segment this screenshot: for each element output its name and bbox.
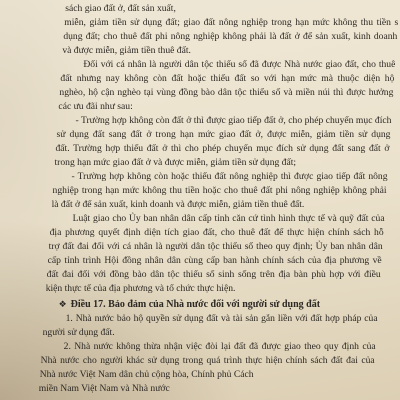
text-line: - Trường hợp không còn hoặc thiếu đất nông nghiệp thì được giao tiếp đất nông [71, 171, 388, 182]
text-line: nghiệp trong hạn mức không thu tiền hoặc cho thuê đất phi nông nghiệp không phải [52, 185, 387, 196]
text-line: Luật giao cho Ủy ban nhân dân cấp tỉnh căn cứ tình hình thực tế và quỹ đất của [72, 213, 385, 224]
text-line: 2. Nhà nước không thừa nhận việc đòi lại đất đã được giao theo quy định của [63, 341, 376, 352]
text-line: Nhà nước Việt Nam dân chủ cộng hòa, Chính phủ Cách [39, 369, 254, 380]
article-heading-text: Điều 17. Bảo đảm của Nhà nước đối với người sử dụng đất [70, 299, 321, 310]
text-line: trợ đất đai đối với cá nhân là người dân tộc thiểu số theo quy định; Ủy ban nhân dân [48, 241, 383, 252]
text-line: miền Nam Việt Nam và Nhà nước [38, 383, 170, 394]
text-line: đất. Trường hợp thiếu đất ở thì cho phép chuyển mục đích sử dụng đất sang đất ở [55, 143, 390, 154]
text-line: cấp tỉnh trình Hội đồng nhân dân cùng cấp ban hành chính sách của địa phương về [47, 255, 382, 266]
text-line: địa phương quyết định diện tích giao đất, cho thuê đất để thực hiện chính sách hỗ [49, 227, 384, 238]
text-line: sách giao đất ở, đất sản xuất, [65, 3, 176, 14]
text-line: miễn, giảm tiền sử dụng đất; giao đất nông nghiệp trong hạn mức không thu tiền s [64, 17, 399, 28]
text-line: kiện thực tế của địa phương và tổ chức thực hiện. [45, 283, 236, 294]
text-line: và được miễn, giảm tiền thuê đất. [62, 45, 191, 56]
text-line: 1. Nhà nước bảo hộ quyền sử dụng đất và tài sản gắn liền với đất hợp pháp của [65, 313, 378, 324]
text-line: Nhà nước cho người khác sử dụng trong quá trình thực hiện chính sách đất đai của [40, 355, 375, 366]
text-line: đất đai đối với đồng bào dân tộc thiểu số sinh sống trên địa bàn phù hợp với điều [46, 269, 381, 280]
text-line: Đối với cá nhân là người dân tộc thiểu số đã được Nhà nước giao đất, cho thuê [83, 59, 396, 70]
paragraph-ethnic-minority-policy [58, 58, 396, 114]
clause-1 [42, 312, 378, 340]
paragraph-continuation [62, 2, 400, 58]
article-17-heading [45, 298, 379, 312]
bullet-agricultural-land [51, 170, 388, 212]
text-line: nghèo, hộ cận nghèo tại vùng đồng bào dân tộc thiểu số và miền núi thì được hưởng [59, 87, 394, 98]
text-line: đất nhưng nay không còn đất hoặc thiếu đất so với hạn mức mà thuộc diện hộ [60, 73, 395, 84]
page-text-block [38, 2, 400, 396]
text-line: trong hạn mức giao đất ở và được miễn, giảm tiền sử dụng đất; [54, 157, 297, 168]
clause-2 [38, 340, 376, 396]
paragraph-provincial-committee [45, 212, 385, 296]
text-line: là đất ở để sản xuất, kinh doanh và được miễn, giảm tiền thuê đất. [51, 199, 305, 210]
bullet-residential-land [54, 114, 392, 170]
text-line: các ưu đãi như sau: [58, 101, 133, 112]
text-line: sử dụng đất sang đất ở trong hạn mức giao đất ở, được miễn, giảm tiền sử dụng [56, 129, 391, 140]
text-line: dụng đất; cho thuê đất phi nông nghiệp không phải là đất ở để sản xuất, kinh doanh [63, 31, 398, 42]
text-line: - Trường hợp không còn đất ở thì được giao tiếp đất ở, cho phép chuyển mục đích [75, 115, 392, 126]
diamond-bullet-icon: ❖ [58, 300, 67, 310]
text-line: người sử dụng đất. [42, 327, 115, 338]
